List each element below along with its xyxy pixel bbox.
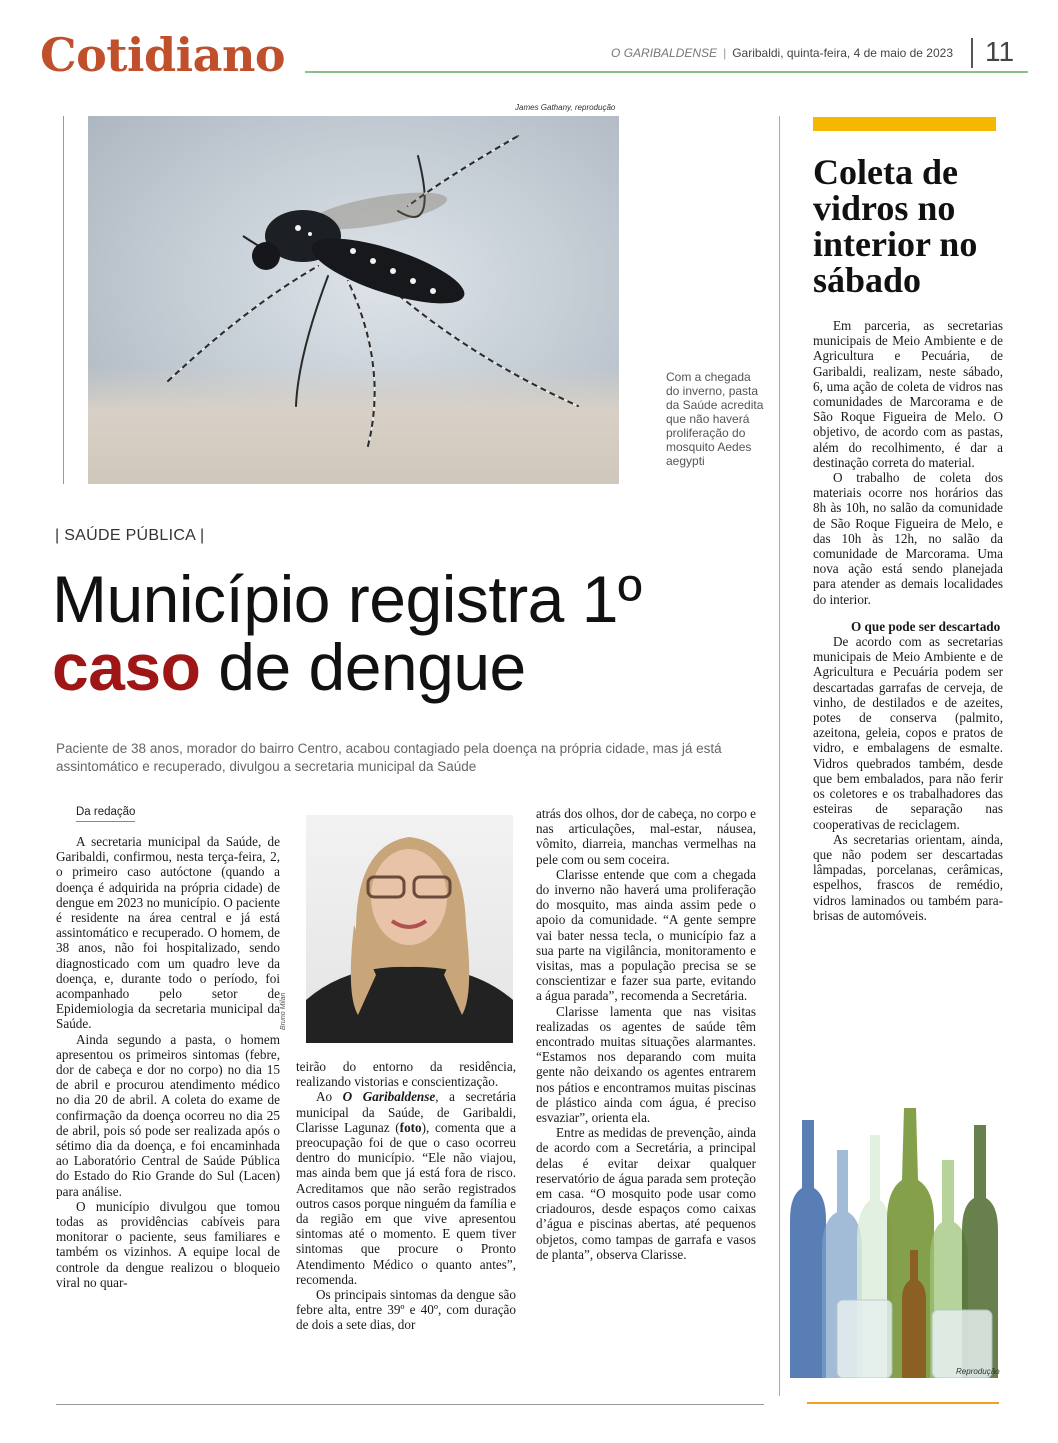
sidebar-body <box>813 318 1003 923</box>
bottles-photo-credit: Reprodução <box>956 1367 1000 1376</box>
bottles-photo <box>782 1100 1002 1378</box>
page-number-separator <box>971 38 973 68</box>
paragraph: Clarisse entende que com a chegada do inverno não haverá uma proliferação do mosquito, mas ainda assim pede o apoio da comunidade. “A gente sempre vai bater nessa tecla, o município faz a sua parte na vigilância, monitoramento e visitas, mas a população precisa se se conscientizar e fazer sua parte, evitando a água parada”, recomenda a Secretária. <box>536 866 756 1004</box>
paragraph: Ao O Garibaldense, a secretária municipal da Saúde, de Garibaldi, Clarisse Lagunaz (foto), comenta que a preocupação foi de que o caso ocorreu dentro do município. “Ele não viajou, mas ainda bem que já está fora de risco. Acreditamos que não serão registrados outros casos porque ninguém da família e da região em que vive apresentou sintomas até o momento. E quem tiver sintomas que procure o Pronto Atendimento Médico o quanto antes”, recomenda. <box>296 1089 516 1287</box>
article-deck: Paciente de 38 anos, morador do bairro Centro, acabou contagiado pela doença na própria cidade, mas já está assintomático e recuperado, divulgou a secretaria municipal da Saúde <box>56 741 722 774</box>
headline-accent-word: caso <box>52 630 201 704</box>
sidebar-title: Coleta de vidros no interior no sábado <box>813 152 978 300</box>
masthead-separator: | <box>723 46 727 60</box>
article-column-3 <box>536 806 756 1262</box>
paragraph: O trabalho de coleta dos materiais ocorre nos horários das 8h às 10h, no salão da comunidade de São Roque Figueira de Melo, e das 10h às 12h, no salão da comunidade de Marcorama. Uma nova ação está sendo planejada para atender as demais localidades do interior. <box>813 470 1003 607</box>
dateline: Garibaldi, quinta-feira, 4 de maio de 2023 <box>732 46 953 60</box>
footer-rule <box>56 1404 764 1405</box>
headline-rest: de dengue <box>200 630 526 704</box>
article-kicker: | SAÚDE PÚBLICA | <box>55 527 205 544</box>
byline: Da redação <box>76 806 135 822</box>
mosquito-photo <box>88 116 619 484</box>
page-number: 11 <box>985 36 1015 67</box>
column-rule <box>779 116 780 1396</box>
article-column-2 <box>296 1059 516 1333</box>
article-column-1 <box>56 834 280 1290</box>
headline-line-1: Município registra 1º <box>52 562 642 636</box>
paragraph: De acordo com as secretarias municipais de Meio Ambiente e de Agricultura e Pecuária podem ser descartadas garrafas de cerveja, de vinho, de destilados e de azeites, potes de conserva (palmito, azeitona, geleia, copos e pratos de vidro, e embalagens de esmalte. Vidros quebrados também, desde que bem embalados, para não ferir os coletores e os trabalhadores das esteiras de separação nas cooperativas de reciclagem. <box>813 634 1003 832</box>
paragraph: O município divulgou que tomou todas as providências cabíveis para monitorar o paciente, seus familiares e também os vizinhos. A equipe local de controle da dengue realizou o bloqueio viral no quar- <box>56 1198 280 1290</box>
masthead-rule <box>305 71 1028 73</box>
paragraph: Os principais sintomas da dengue são febre alta, entre 39º e 40º, com duração de dois a sete dias, dor <box>296 1287 516 1333</box>
paragraph: Entre as medidas de prevenção, ainda de acordo com a Secretária, a principal delas é evitar deixar qualquer reservatório de água parada sem proteção em casa. “O mosquito pode usar como criadouros, desde espaços como caixas d’água e piscinas abertas, até pequenos objetos, como tampas de garrafa e vasos de planta”, observa Clarisse. <box>536 1125 756 1262</box>
paragraph: atrás dos olhos, dor de cabeça, no corpo e nas articulações, mal-estar, náusea, vômito, diarreia, manchas vermelhas na pele com ou sem coceira. <box>536 806 756 867</box>
photo-ref: foto <box>399 1119 422 1135</box>
portrait-photo <box>306 815 513 1043</box>
paragraph: Clarisse lamenta que nas visitas realizadas os agentes de saúde têm encontrado muitas situações alarmantes. “Estamos nos deparando com muita gente não deixando os agentes entrarem nos pátios e encontramos muitas piscinas de plástico ainda com água, é preciso esvaziar”, orienta ela. <box>536 1003 756 1126</box>
main-photo-caption: Com a chegada do inverno, pasta da Saúde acredita que não haverá proliferação do mosquito Aedes aegypti <box>666 370 764 468</box>
paragraph: A secretaria municipal da Saúde, de Garibaldi, confirmou, nesta terça-feira, 2, o primeiro caso autóctone (quando a doença é adquirida na própria cidade) de dengue em 2023 no município. O paciente é residente na área central e já está assintomático e recuperado. O homem, de 38 anos, não foi hospitalizado, sendo diagnosticado com um quadro leve da doença, e, durante todo o período, foi acompanhado pelo setor de Epidemiologia da secretaria municipal da Saúde. <box>56 834 280 1032</box>
article-headline <box>52 562 642 704</box>
headline-line-2 <box>52 630 642 704</box>
paragraph: As secretarias orientam, ainda, que não podem ser descartadas lâmpadas, porcelanas, cerâmicas, espelhos, frascos de remédio, vidros laminados ou também para-brisas de automóveis. <box>813 831 1003 923</box>
sidebar-subhead: O que pode ser descartado <box>851 618 1001 634</box>
main-photo-credit: James Gathany, reprodução <box>515 103 616 112</box>
footer-accent-rule <box>807 1402 999 1404</box>
photo-left-rule <box>63 116 64 484</box>
masthead-meta <box>611 46 953 60</box>
section-title: Cotidiano <box>40 28 286 82</box>
paragraph: teirão do entorno da residência, realizando vistorias e conscientização. <box>296 1059 516 1090</box>
paragraph: Em parceria, as secretarias municipais de Meio Ambiente e de Agricultura e Pecuária, de Garibaldi, realizam, neste sábado, 6, uma ação de coleta de vidros nas comunidades de Marcorama e de São Roque Figueira de Melo. O objetivo, de acordo com as pastas, além do recolhimento, é dar a destinação correta do material. <box>813 318 1003 470</box>
paragraph: Ainda segundo a pasta, o homem apresentou os primeiros sintomas (febre, dor de cabeça e dor no corpo) no dia 15 de abril e procurou atendimento médico no dia 20 de abril. A coleta do exame de confirmação da doença ocorreu no dia 25 de abril, pois só pode ser realizada após o sétimo dia da doença, e foi encaminhada ao Laboratório Central de Saúde Pública do Estado do Rio Grande do Sul (Lacen) para análise. <box>56 1031 280 1199</box>
sidebar-accent-bar <box>813 117 996 131</box>
publication-mention: O Garibaldense <box>342 1089 436 1105</box>
publication-name: O GARIBALDENSE <box>611 46 718 60</box>
portrait-credit: Bruno Milan <box>280 992 287 1030</box>
